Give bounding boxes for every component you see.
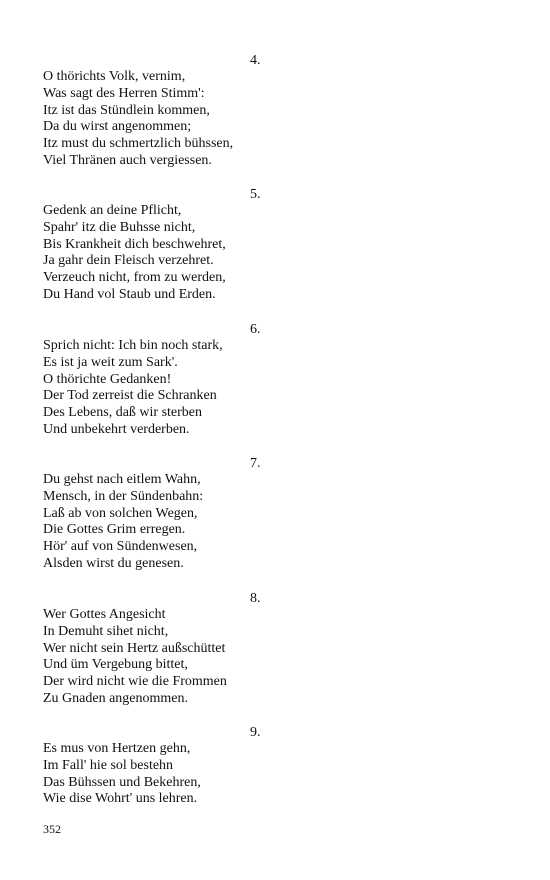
verse-line: Der wird nicht wie die Frommen	[43, 674, 227, 690]
stanza-number: 5.	[250, 187, 261, 202]
stanza-number: 9.	[250, 725, 261, 740]
verse-line: Alsden wirst du genesen.	[43, 555, 184, 571]
stanza-lines	[43, 203, 303, 304]
stanza-number: 4.	[250, 53, 261, 68]
verse-line: Bis Krankheit dich beschwehret,	[43, 236, 226, 252]
stanza-lines	[43, 607, 303, 708]
verse-line: Des Lebens, daß wir sterben	[43, 405, 203, 421]
verse-line: Viel Thränen auch vergiessen.	[43, 152, 212, 168]
verse-line: Hör' auf von Sündenwesen,	[43, 539, 198, 555]
stanza-lines	[43, 741, 303, 808]
stanza-lines	[43, 69, 303, 170]
verse-line: Im Fall' hie sol bestehn	[43, 757, 174, 773]
verse-line: Du gehst nach eitlem Wahn,	[43, 472, 201, 487]
verse-line: Ja gahr dein Fleisch verzehret.	[43, 253, 214, 269]
verse-line: Itz ist das Stündlein kommen,	[43, 102, 210, 118]
page-number: 352	[43, 822, 61, 836]
verse-line: Du Hand vol Staub und Erden.	[43, 286, 216, 302]
verse-line: Der Tod zerreist die Schranken	[43, 388, 217, 404]
verse-line: Es ist ja weit zum Sark'.	[43, 354, 178, 370]
verse-line: Verzeuch nicht, from zu werden,	[43, 270, 226, 286]
verse-line: Die Gottes Grim erregen.	[43, 522, 186, 538]
stanza-number: 6.	[250, 322, 261, 337]
verse-line: Gedenk an deine Pflicht,	[43, 203, 182, 218]
verse-line: O thörichte Gedanken!	[43, 371, 172, 387]
verse-line: Wer nicht sein Hertz außschüttet	[43, 640, 226, 656]
verse-line: Wer Gottes Angesicht	[43, 607, 166, 622]
stanza-number: 7.	[250, 456, 261, 471]
verse-line: Spahr' itz die Buhsse nicht,	[43, 219, 196, 235]
verse-line: Zu Gnaden angenommen.	[43, 690, 189, 706]
verse-line: Da du wirst angenommen;	[43, 119, 192, 135]
verse-line: Und üm Vergebung bittet,	[43, 657, 188, 673]
verse-line: In Demuht sihet nicht,	[43, 623, 169, 639]
stanza-number: 8.	[250, 591, 261, 606]
verse-line: O thörichts Volk, vernim,	[43, 69, 186, 84]
verse-line: Mensch, in der Sündenbahn:	[43, 488, 204, 504]
verse-line: Es mus von Hertzen gehn,	[43, 741, 191, 756]
verse-line: Das Bühssen und Bekehren,	[43, 774, 201, 790]
stanza-lines	[43, 472, 303, 573]
verse-line: Wie dise Wohrt' uns lehren.	[43, 791, 198, 807]
verse-line: Und unbekehrt verderben.	[43, 421, 190, 437]
verse-line: Laß ab von solchen Wegen,	[43, 505, 198, 521]
verse-line: Itz must du schmertzlich bühssen,	[43, 136, 234, 152]
verse-line: Was sagt des Herren Stimm':	[43, 85, 205, 101]
verse-line: Sprich nicht: Ich bin noch stark,	[43, 338, 223, 353]
stanza-lines	[43, 338, 303, 439]
